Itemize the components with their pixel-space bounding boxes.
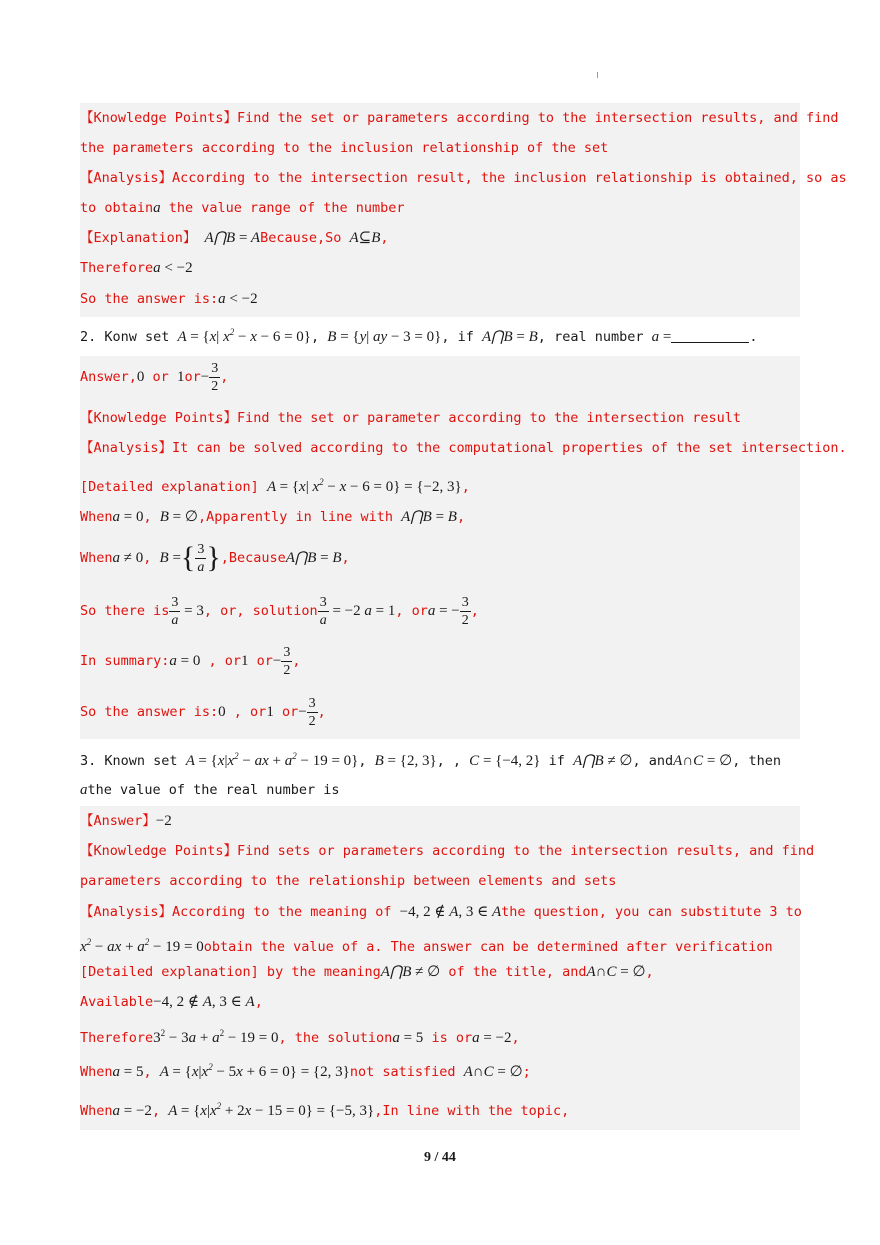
q1-analysis-cont: to obtaina the value range of the number [80,200,405,216]
q3-detail: [Detailed explanation] by the meaningA⋂B ≠ ∅ of the title, andA∩C = ∅, [80,964,654,980]
q1-therefore: Thereforea < −2 [80,260,193,276]
q3-stem-cont: athe value of the real number is [80,782,340,798]
q3-answer: 【Answer】−2 [80,813,172,829]
q2-knowledge-points: 【Knowledge Points】Find the set or parameter according to the intersection result [80,410,741,426]
q2-analysis: 【Analysis】It can be solved according to the computational properties of the set intersection. [80,440,847,456]
q3-stem: 3. Known set $A = \{x|x^2$ − ax + $a^2 - 19 = 0$}, B = {2, 3}, , C = {−4, 2} if A⋂B ≠ ∅, andA∩C = ∅, then [80,751,781,769]
q3-available: Available−4, 2 ∉ A, 3 ∈ A, [80,994,263,1010]
header-mark [597,72,598,78]
q2-case-nonzero: Whena ≠ 0, B ={ $\frac{3}{a}$ },BecauseA⋂B = B, [80,541,350,575]
q2-answer-line: Answer,0 or 1or− $\frac{3}{2}$ , [80,360,229,394]
q3-analysis: 【Analysis】According to the meaning of −4, 2 ∉ A, 3 ∈ Athe question, you can substitute 3 to [80,904,802,920]
q2-solve: So there is $\frac{3}{a}$ = 3, or, solution $\frac{3}{a}$ = −2 a = 1, ora = − $\frac{3}{2}$ , [80,594,479,628]
q2-summary: In summary:a = 0 , or1 or− $\frac{3}{2}$ , [80,644,301,678]
q3-analysis-cont: $x^2$ − ax + $a^2 - 19$ = 0obtain the value of a. The answer can be determined after verification [80,937,773,955]
page-number: 9 / 44 [424,1150,456,1165]
q1-analysis: 【Analysis】According to the intersection result, the inclusion relationship is obtained, so as [80,170,847,186]
q2-case-zero: Whena = 0, B = ∅,Apparently in line with A⋂B = B, [80,509,466,525]
q2-final-answer: So the answer is:0 , or1 or− $\frac{3}{2}$ , [80,695,326,729]
q1-knowledge-points: 【Knowledge Points】Find the set or parameters according to the intersection results, and find [80,110,839,126]
q1-explanation: 【Explanation】 A⋂B = ABecause,So A⊆B, [80,230,389,246]
q3-knowledge-points-cont: parameters according to the relationship between elements and sets [80,873,617,889]
q3-case-five: Whena = 5, $A = \{x|x^2 - 5x + 6 = 0\} = \{2$, 3}not satisfied A∩C = ∅; [80,1062,531,1080]
q1-knowledge-points-cont: the parameters according to the inclusion relationship of the set [80,140,609,156]
q2-stem: 2. Konw set A = {x| $x^2 - x - 6 = 0$}, B = {y| ay − 3 = 0}, if A⋂B = B, real number a = . [80,327,758,345]
q3-knowledge-points: 【Knowledge Points】Find sets or parameters according to the intersection results, and find [80,843,815,859]
q3-case-neg-two: Whena = −2, $A = \{x|x^2 + 2x - 15 = 0\} = \{-5$, 3},In line with the topic, [80,1101,570,1119]
q3-therefore: $Therefore3^2 - 3a + a^2 - 19 = 0$, the solutiona = 5 is ora = −2, [80,1028,520,1046]
q2-detail: [Detailed explanation] A = {x| $x^2 - x - 6 = 0\} = \{-2$, 3}, [80,477,470,495]
q1-answer: So the answer is:a < −2 [80,291,258,307]
answer-blank [671,328,749,343]
